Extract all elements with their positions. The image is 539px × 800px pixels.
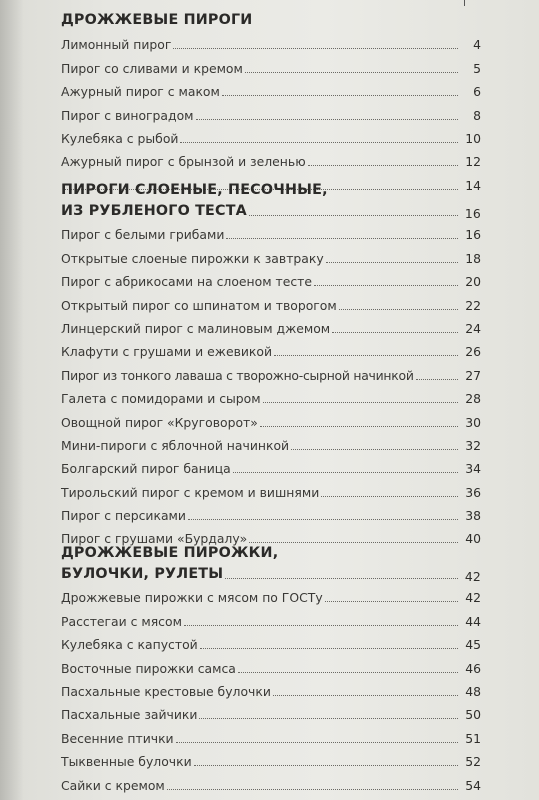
section-heading-line-1: ДРОЖЖЕВЫЕ ПИРОЖКИ, [61,545,279,561]
entry-title: Пирог с грушами «Бурдалу» [61,531,248,547]
entry-title: Мини-пироги с яблочной начинкой [61,437,290,453]
dot-leader [196,119,458,120]
dot-leader [176,742,458,743]
entry-title: Болгарский пирог баница [61,461,231,477]
dot-leader [167,789,458,790]
entry-title: Весенние птички [61,730,174,746]
dot-leader [326,262,458,263]
dot-leader [274,355,458,356]
entry-title: Лимонный пирог [61,37,172,53]
toc-entry [61,102,481,125]
toc-entry [61,503,481,526]
entry-page-number: 45 [465,637,481,653]
entry-title: Дрожжевые пирожки с мясом по ГОСТу [61,590,323,606]
entry-title: Пасхальные зайчики [61,707,198,723]
dot-leader [273,695,458,696]
toc-entry [61,456,481,479]
entry-title: Пирог с белыми грибами [61,227,225,243]
dot-leader [249,215,458,216]
dot-leader [225,578,458,579]
entry-page-number: 44 [465,613,481,629]
toc-entry [61,386,481,409]
entry-title: Пирог с виноградом [61,107,194,123]
toc-entry [61,679,481,702]
entry-title: Ажурный пирог с брынзой и зеленью [61,154,306,170]
section-heading [61,200,481,222]
toc-entry [61,245,481,268]
toc-entry [61,772,481,795]
toc-entry [61,79,481,102]
entry-title: Открытые слоеные пирожки к завтраку [61,250,324,266]
section-heading [61,178,481,200]
entry-page-number: 26 [465,344,481,360]
entry-title: Кулебяка с капустой [61,637,198,653]
entry-page-number: 34 [465,461,481,477]
toc-entry [61,433,481,456]
page-gutter-shadow [0,0,24,800]
section-heading-line-2: БУЛОЧКИ, РУЛЕТЫ [61,566,224,582]
entry-page-number: 6 [473,84,481,100]
dot-leader [321,496,458,497]
toc-entry [61,222,481,245]
section-heading [61,563,481,585]
entry-page-number: 24 [465,320,481,336]
dot-leader [245,72,458,73]
dot-leader [260,426,458,427]
dot-leader [226,238,458,239]
toc-entry [61,702,481,725]
entry-page-number: 46 [465,660,481,676]
entry-page-number: 28 [465,391,481,407]
dot-leader [188,519,458,520]
entry-title: Пирог со сливами и кремом [61,60,243,76]
entry-page-number: 22 [465,297,481,313]
toc-entry [61,655,481,678]
entry-page-number: 16 [465,227,481,243]
toc-entry [61,292,481,315]
section-heading-line-1: ДРОЖЖЕВЫЕ ПИРОГИ [61,12,253,28]
dot-leader [200,648,458,649]
dot-leader [222,95,458,96]
entry-page-number: 10 [465,130,481,146]
dot-leader [314,285,458,286]
entry-page-number: 48 [465,683,481,699]
entry-page-number: 8 [473,107,481,123]
entry-page-number: 36 [465,484,481,500]
dot-leader [173,48,458,49]
entry-page-number: 20 [465,274,481,290]
entry-title: Тыквенные булочки [61,754,192,770]
entry-title: Пасхальные крестовые булочки [61,683,271,699]
toc-entry [61,32,481,55]
toc-section-puff-shortcrust-pies [61,178,481,549]
entry-page-number: 5 [473,60,481,76]
entry-page-number: 12 [465,154,481,170]
toc-entry [61,316,481,339]
dot-leader [263,402,458,403]
section-heading-line-1: ПИРОГИ СЛОЕНЫЕ, ПЕСОЧНЫЕ, [61,182,328,198]
toc-entry [61,269,481,292]
dot-leader [325,601,458,602]
entry-page-number: 38 [465,508,481,524]
entry-title: Пирог из тонкого лаваша с творожно-сырной начинкой [61,367,414,383]
entry-page-number: 18 [465,250,481,266]
entry-title: Ажурный пирог с маком [61,84,220,100]
section-heading [61,541,481,563]
entry-title: Тирольский пирог с кремом и вишнями [61,484,320,500]
previous-page-edge-mark [464,0,473,6]
entry-title: Галета с помидорами и сыром [61,391,261,407]
toc-entry [61,585,481,608]
entry-page-number: 30 [465,414,481,430]
dot-leader [291,449,458,450]
section-page-number: 42 [464,569,481,584]
toc-entry [61,362,481,385]
toc-entry [61,479,481,502]
entry-title: Открытый пирог со шпинатом и творогом [61,297,337,313]
toc-section-yeast-buns-rolls [61,541,481,796]
dot-leader [180,142,458,143]
dot-leader [332,332,458,333]
section-page-number: 16 [464,206,481,221]
entry-page-number: 52 [465,754,481,770]
dot-leader [184,625,458,626]
toc-entry [61,126,481,149]
toc-entry [61,55,481,78]
entry-title: Сайки с кремом [61,777,165,793]
toc-entry [61,149,481,172]
entry-page-number: 4 [473,37,481,53]
entry-title: Восточные пирожки самса [61,660,236,676]
entry-page-number: 54 [465,777,481,793]
toc-entry [61,339,481,362]
dot-leader [416,379,458,380]
section-heading [61,8,481,30]
section-heading-line-2: ИЗ РУБЛЕНОГО ТЕСТА [61,203,247,219]
toc-entry [61,725,481,748]
dot-leader [238,672,458,673]
entry-page-number: 50 [465,707,481,723]
toc-section-yeast-pies [61,8,481,196]
dot-leader [339,309,458,310]
entry-title: Пирог с абрикосами на слоеном тесте [61,274,313,290]
toc-entry [61,409,481,432]
toc-entry [61,632,481,655]
dot-leader [233,472,458,473]
entry-page-number: 32 [465,437,481,453]
entry-title: Линцерский пирог с малиновым джемом [61,320,331,336]
entry-title: Овощной пирог «Круговорот» [61,414,258,430]
entry-title: Кулебяка с рыбой [61,130,179,146]
entry-page-number: 14 [465,177,481,193]
dot-leader [194,765,458,766]
toc-entry [61,608,481,631]
entry-title: Пирог с персиками [61,508,186,524]
dot-leader [199,718,458,719]
entry-title: Расстегаи с мясом [61,613,182,629]
entry-page-number: 51 [465,730,481,746]
toc-entry [61,749,481,772]
dot-leader [308,165,458,166]
entry-page-number: 42 [465,590,481,606]
entry-page-number: 40 [465,531,481,547]
entry-page-number: 27 [465,367,481,383]
entry-title: Клафути с грушами и ежевикой [61,344,273,360]
